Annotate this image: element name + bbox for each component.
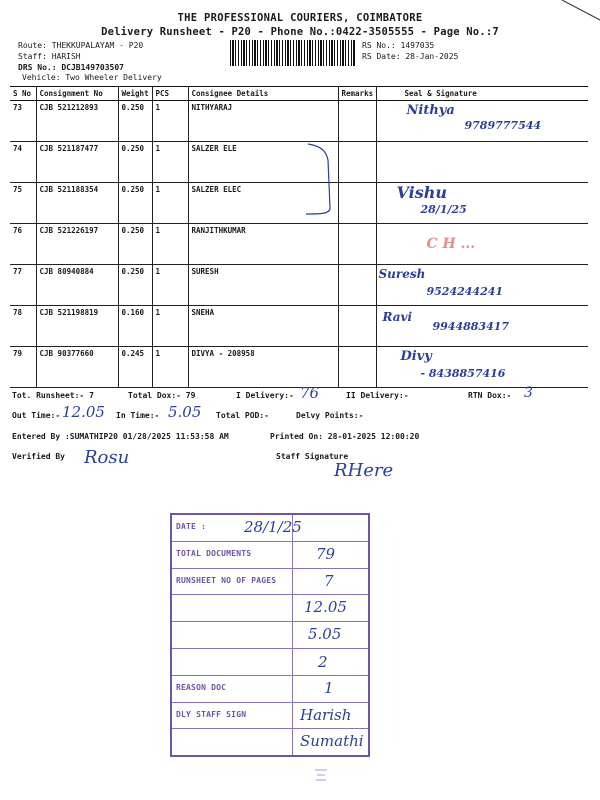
row-signature-cell [376,265,588,306]
handwritten-phone: - 8438857416 [420,367,506,380]
row-consignee: SNEHA [188,306,338,347]
table-row [10,101,588,142]
stamp-value: 28/1/25 [244,518,302,536]
runsheet-subtitle: Delivery Runsheet - P20 - Phone No.:0422-3505555 - Page No.:7 [101,26,499,38]
row-pcs: 1 [152,265,188,306]
stamp-row [172,621,368,643]
row-consignee: NITHYARAJ [188,101,338,142]
row-remarks [338,347,376,388]
row-sno: 78 [10,306,36,347]
out-time-value: 12.05 [62,403,105,421]
stamp-value: 1 [324,679,334,697]
stamp-value: 7 [324,572,334,590]
table-row [10,183,588,224]
col-remarks: Remarks [338,87,376,101]
in-time-label: In Time:- [116,411,160,420]
row-consignee: RANJITHKUMAR [188,224,338,265]
row-consignment: CJB 521198819 [36,306,118,347]
i-delivery-value: 76 [300,384,320,402]
staff-signature: RHere [334,460,394,481]
row-pcs: 1 [152,306,188,347]
row-remarks [338,142,376,183]
col-weight: Weight [118,87,152,101]
company-title: THE PROFESSIONAL COURIERS, COIMBATORE [177,12,423,24]
runsheet-table [10,86,588,388]
row-consignee: DIVYA - 208958 [188,347,338,388]
handwritten-phone: 9789777544 [464,119,542,132]
stamp-label: DLY STAFF SIGN [176,710,247,719]
out-time-label: Out Time:- [12,411,61,420]
row-remarks [338,224,376,265]
row-sno: 73 [10,101,36,142]
table-row [10,142,588,183]
i-delivery-label: I Delivery:- [236,391,294,400]
delivery-stamp [170,513,370,757]
row-remarks [338,183,376,224]
row-signature-cell [376,142,588,183]
rtn-dox-value: 3 [524,385,533,401]
row-consignee: SURESH [188,265,338,306]
stamp-row [172,648,368,671]
stamp-row [172,594,368,616]
stamp-value: 2 [318,653,328,671]
row-remarks [338,306,376,347]
handwritten-signature: Divy [400,349,432,364]
vehicle-field: Vehicle: Two Wheeler Delivery [22,73,162,82]
stamp-label: REASON DOC [176,683,227,692]
tot-runsheet: Tot. Runsheet:- 7 [12,391,94,400]
stamp-value: Harish [300,706,352,724]
handwritten-phone: 9944883417 [432,320,510,333]
handwritten-phone: 9524244241 [426,285,504,298]
verified-by-label: Verified By [12,452,65,461]
handwritten-bracket-mark [300,140,340,220]
col-consignment: Consignment No [36,87,118,101]
stamp-value: 79 [316,545,336,563]
row-signature-cell [376,347,588,388]
entered-by: Entered By :SUMATHIP20 01/28/2025 11:53:58 AM [12,432,229,441]
printed-on: Printed On: 28-01-2025 12:00:20 [270,432,420,441]
row-remarks [338,101,376,142]
row-weight: 0.250 [118,101,152,142]
scribble-mark [312,766,332,784]
table-header-row [10,87,588,101]
row-signature-cell [376,224,588,265]
total-pod-label: Total POD:- [216,411,269,420]
stamp-row [172,541,368,563]
row-consignment: CJB 80940884 [36,265,118,306]
stamp-label: RUNSHEET NO OF PAGES [176,576,277,585]
row-sno: 74 [10,142,36,183]
table-row [10,224,588,265]
handwritten-signature: Ravi [382,310,413,324]
table-row [10,265,588,306]
table-row [10,306,588,347]
ii-delivery-label: II Delivery:- [346,391,409,400]
col-seal-signature: Seal & Signature [376,87,588,101]
row-consignee: SALZER ELEC [188,183,338,224]
row-consignment: CJB 521187477 [36,142,118,183]
stamp-row [172,568,368,590]
row-weight: 0.245 [118,347,152,388]
stamp-value: 5.05 [308,625,342,643]
col-pcs: PCS [152,87,188,101]
stamp-divider [292,515,293,755]
row-signature-cell [376,306,588,347]
row-weight: 0.160 [118,306,152,347]
row-consignment: CJB 521212893 [36,101,118,142]
staff-field: Staff: HARISH [18,52,81,61]
row-consignee: SALZER ELE [188,142,338,183]
table-row [10,347,588,388]
stamp-label: DATE : [176,522,207,531]
row-pcs: 1 [152,101,188,142]
row-pcs: 1 [152,183,188,224]
rs-date: RS Date: 28-Jan-2025 [362,52,459,61]
rtn-dox-label: RTN Dox:- [468,391,512,400]
handwritten-signature: C H ... [426,236,476,252]
handwritten-signature: Nithya [406,103,455,118]
row-weight: 0.250 [118,142,152,183]
col-consignee: Consignee Details [188,87,338,101]
staff-signature-label: Staff Signature [276,452,349,461]
handwritten-signature: Vishu [396,183,447,202]
row-signature-cell [376,183,588,224]
in-time-value: 5.05 [168,403,202,421]
stamp-row [172,675,368,697]
drs-field: DRS No.: DCJB149703507 [18,63,124,72]
route-field: Route: THEKKUPALAYAM - P20 [18,41,144,50]
row-sno: 79 [10,347,36,388]
handwritten-signature: Suresh [378,267,426,281]
stamp-label: TOTAL DOCUMENTS [176,549,252,558]
handwritten-date: 28/1/25 [420,203,467,216]
row-consignment: CJB 521188354 [36,183,118,224]
stamp-value: 12.05 [304,598,347,616]
stamp-row [172,728,368,750]
row-weight: 0.250 [118,265,152,306]
row-sno: 77 [10,265,36,306]
row-pcs: 1 [152,347,188,388]
stamp-row [172,702,368,724]
row-consignment: CJB 90377660 [36,347,118,388]
barcode [230,40,356,66]
row-weight: 0.250 [118,183,152,224]
rs-number: RS No.: 1497035 [362,41,435,50]
stamp-value: Sumathi [300,732,364,750]
row-sno: 75 [10,183,36,224]
page-corner-fold [560,0,600,22]
row-pcs: 1 [152,224,188,265]
row-weight: 0.250 [118,224,152,265]
total-dox: Total Dox:- 79 [128,391,196,400]
verified-by-signature: Rosu [84,447,130,468]
delvy-points-label: Delvy Points:- [296,411,364,420]
row-signature-cell [376,101,588,142]
row-sno: 76 [10,224,36,265]
col-sno: S No [10,87,36,101]
row-pcs: 1 [152,142,188,183]
row-remarks [338,265,376,306]
row-consignment: CJB 521226197 [36,224,118,265]
